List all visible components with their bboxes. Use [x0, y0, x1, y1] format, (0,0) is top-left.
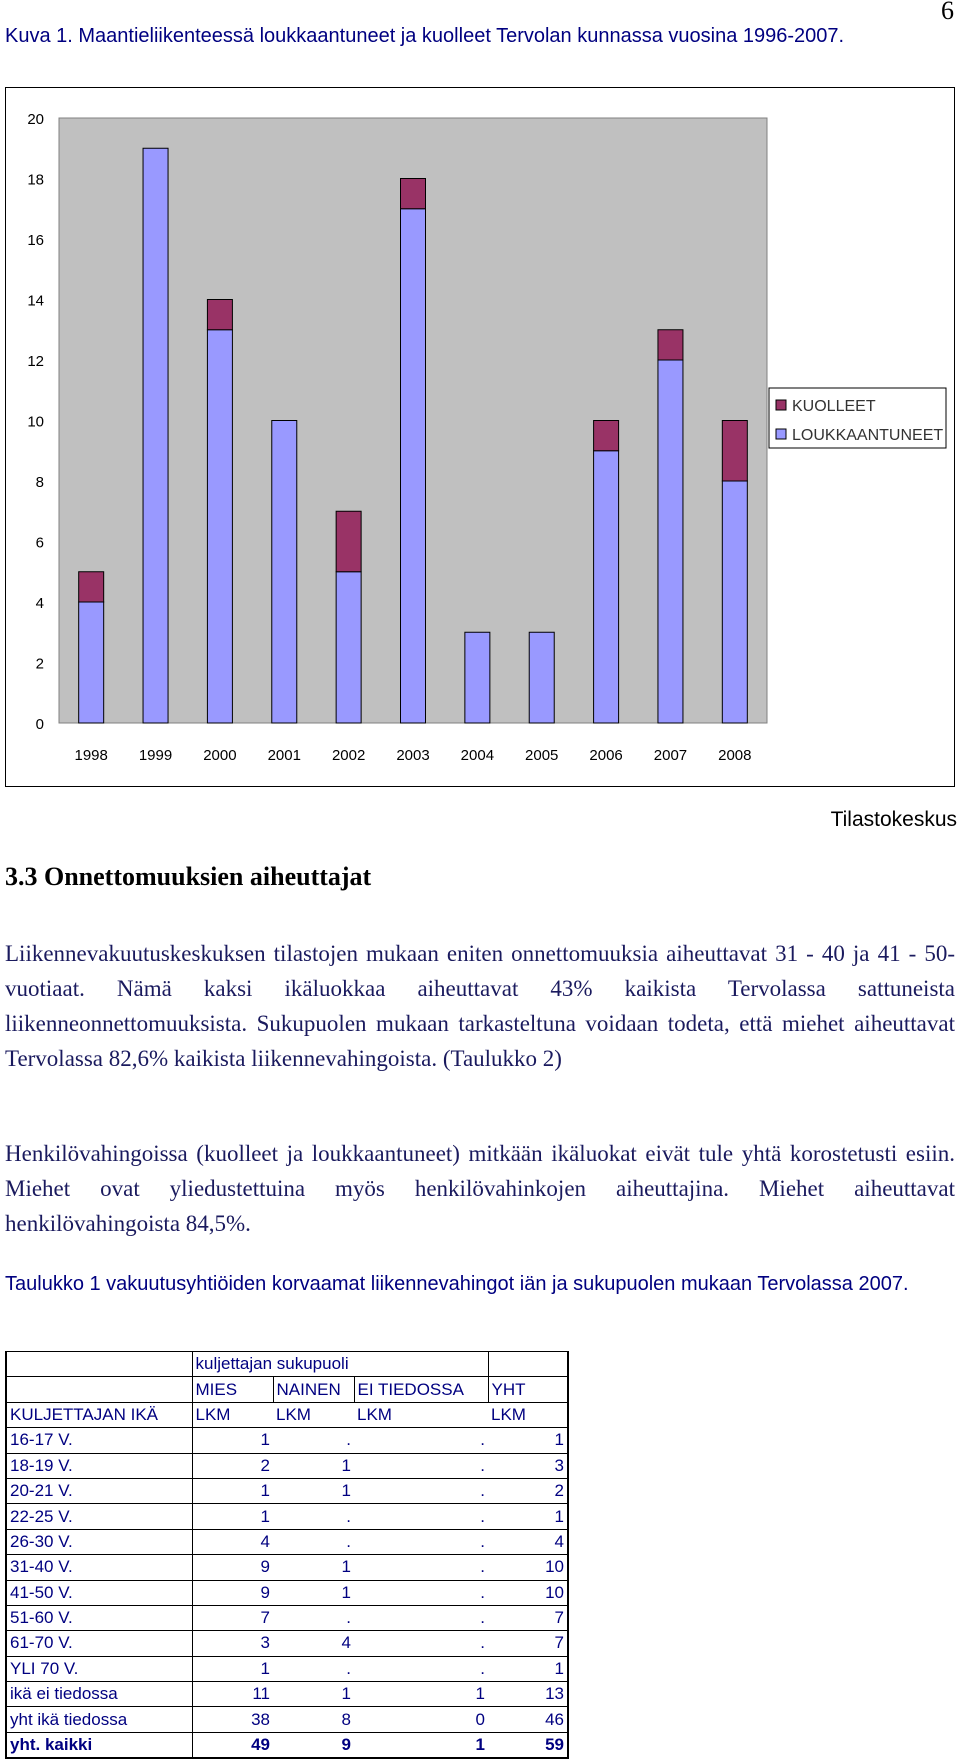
table-cell: . — [354, 1428, 488, 1453]
table-cell: 1 — [488, 1504, 568, 1529]
chart-source: Tilastokeskus — [830, 808, 957, 831]
table-cell: . — [354, 1504, 488, 1529]
bar-injured — [336, 572, 361, 723]
row-label: 22-25 V. — [6, 1504, 192, 1529]
table-row — [6, 1555, 568, 1580]
y-tick-label: 2 — [35, 655, 44, 673]
total-label: yht. kaikki — [6, 1732, 192, 1758]
bar-killed — [401, 179, 426, 209]
table-cell: 9 — [192, 1580, 273, 1605]
table-cell: 10 — [488, 1580, 568, 1605]
table-row — [6, 1682, 568, 1707]
bar-killed — [594, 421, 619, 451]
y-tick-label: 10 — [27, 413, 44, 431]
table-cell: 1 — [488, 1428, 568, 1453]
y-tick-label: 16 — [27, 232, 44, 249]
col-header-yht: YHT — [488, 1377, 568, 1402]
y-tick-label: 14 — [27, 292, 44, 310]
row-label: 31-40 V. — [6, 1555, 192, 1580]
table-cell: 1 — [273, 1453, 354, 1478]
table-cell: 13 — [488, 1682, 568, 1707]
legend-swatch-killed — [776, 400, 786, 410]
table-row — [6, 1580, 568, 1605]
legend-label-injured: LOUKKAANTUNEET — [792, 427, 944, 444]
row-label: 20-21 V. — [6, 1478, 192, 1503]
legend-label-killed: KUOLLEET — [792, 398, 876, 415]
table-cell: . — [354, 1580, 488, 1605]
row-label: 61-70 V. — [6, 1631, 192, 1656]
row-header-label: KULJETTAJAN IKÄ — [6, 1402, 192, 1427]
table-row — [6, 1504, 568, 1529]
row-label: 41-50 V. — [6, 1580, 192, 1605]
table-cell: 3 — [192, 1631, 273, 1656]
table-cell: 4 — [273, 1631, 354, 1656]
table-cell: 1 — [488, 1656, 568, 1681]
table-cell: 1 — [273, 1555, 354, 1580]
row-label: ikä ei tiedossa — [6, 1682, 192, 1707]
total-cell: 9 — [273, 1732, 354, 1758]
table-cell: 9 — [192, 1555, 273, 1580]
bar-injured — [594, 451, 619, 723]
total-cell: 59 — [488, 1732, 568, 1758]
table-header-empty — [488, 1352, 568, 1377]
total-cell: 1 — [354, 1732, 488, 1758]
table-header-empty — [6, 1377, 192, 1402]
x-tick-label: 2001 — [267, 747, 301, 764]
unit-header: LKM — [354, 1402, 488, 1427]
table-group-header: kuljettajan sukupuoli — [192, 1352, 488, 1377]
bar-injured — [401, 209, 426, 723]
paragraph-1: Liikennevakuutuskeskuksen tilastojen mukaan eniten onnettomuuksia aiheuttavat 31 - 40 ja 41 - 50-vuotiaat. Nämä kaksi ikäluokkaa aiheuttavat 43% kaikista Tervolassa sattuneista liikenneonnettomuuksista. Sukupuolen mukaan tarkasteltuna voidaan todeta, että miehet aiheuttavat Tervolassa 82,6% kaikista liikennevahingoista. (Taulukko 2) — [5, 941, 955, 1071]
table-cell: . — [354, 1529, 488, 1554]
data-table — [5, 1351, 569, 1759]
table-cell: . — [354, 1656, 488, 1681]
table-cell: . — [273, 1428, 354, 1453]
table-cell: 1 — [192, 1478, 273, 1503]
total-cell: 49 — [192, 1732, 273, 1758]
y-tick-label: 12 — [27, 353, 44, 370]
row-label: 51-60 V. — [6, 1605, 192, 1630]
table-cell: 11 — [192, 1682, 273, 1707]
x-tick-label: 2006 — [589, 747, 623, 764]
table-cell: . — [273, 1504, 354, 1529]
table-row — [6, 1605, 568, 1630]
x-tick-label: 2000 — [203, 747, 237, 764]
legend-swatch-injured — [776, 429, 786, 439]
unit-header: LKM — [273, 1402, 354, 1427]
x-tick-label: 2005 — [525, 747, 559, 764]
row-label: 16-17 V. — [6, 1428, 192, 1453]
table-row — [6, 1478, 568, 1503]
table-caption: Taulukko 1 vakuutusyhtiöiden korvaamat liikennevahingot iän ja sukupuolen mukaan Tervolassa 2007. — [5, 1273, 909, 1295]
table-row — [6, 1707, 568, 1732]
table-cell: 1 — [273, 1478, 354, 1503]
figure-caption: Kuva 1. Maantieliikenteessä loukkaantuneet ja kuolleet Tervolan kunnassa vuosina 1996-2007. — [5, 25, 845, 47]
table-cell: . — [354, 1605, 488, 1630]
table-header-empty — [6, 1352, 192, 1377]
col-header-mies: MIES — [192, 1377, 273, 1402]
table-cell: . — [273, 1529, 354, 1554]
bar-killed — [722, 421, 747, 482]
table-row — [6, 1656, 568, 1681]
x-tick-label: 2003 — [396, 747, 430, 764]
table-cell: . — [354, 1555, 488, 1580]
x-tick-label: 1999 — [138, 747, 173, 764]
table-cell: 7 — [488, 1631, 568, 1656]
page-number: 6 — [941, 0, 954, 25]
y-tick-label: 4 — [35, 595, 44, 612]
y-tick-label: 18 — [27, 171, 44, 189]
table-cell: . — [354, 1631, 488, 1656]
y-tick-label: 8 — [35, 474, 44, 491]
table-cell: . — [354, 1478, 488, 1503]
table-cell: 3 — [488, 1453, 568, 1478]
bar-injured — [529, 632, 554, 723]
x-tick-label: 1998 — [74, 747, 108, 764]
table-cell: . — [273, 1605, 354, 1630]
table-row — [6, 1428, 568, 1453]
table-cell: 8 — [273, 1707, 354, 1732]
col-header-nainen: NAINEN — [273, 1377, 354, 1402]
x-tick-label: 2007 — [653, 747, 688, 764]
bar-injured — [272, 421, 297, 724]
table-row — [6, 1631, 568, 1656]
table-cell: 2 — [488, 1478, 568, 1503]
y-tick-label: 6 — [35, 534, 44, 552]
bar-injured — [722, 481, 747, 723]
y-tick-label: 20 — [27, 111, 44, 128]
total-row — [6, 1732, 568, 1758]
stacked-bar-chart — [6, 88, 954, 786]
table-cell: 7 — [192, 1605, 273, 1630]
table-row — [6, 1453, 568, 1478]
x-tick-label: 2002 — [331, 747, 366, 764]
bar-injured — [207, 330, 232, 723]
paragraph-2: Henkilövahingoissa (kuolleet ja loukkaantuneet) mitkään ikäluokat eivät tule yhtä korostetusti esiin. Miehet ovat yliedustettuina myös henkilövahinkojen aiheuttajina. Miehet aiheuttavat henkilövahingoista 84,5%. — [5, 1141, 955, 1236]
col-header-ei-tiedossa: EI TIEDOSSA — [354, 1377, 488, 1402]
x-tick-label: 2004 — [460, 747, 495, 764]
row-label: YLI 70 V. — [6, 1656, 192, 1681]
row-label: 18-19 V. — [6, 1453, 192, 1478]
table-cell: 4 — [192, 1529, 273, 1554]
table-cell: 10 — [488, 1555, 568, 1580]
table-cell: 1 — [192, 1656, 273, 1681]
table-cell: 2 — [192, 1453, 273, 1478]
unit-header: LKM — [488, 1402, 568, 1427]
unit-header: LKM — [192, 1402, 273, 1427]
table-cell: 1 — [273, 1580, 354, 1605]
table-cell: 1 — [192, 1428, 273, 1453]
chart-frame — [5, 87, 955, 787]
row-label: yht ikä tiedossa — [6, 1707, 192, 1732]
table-cell: 46 — [488, 1707, 568, 1732]
y-tick-label: 0 — [35, 716, 44, 733]
bar-killed — [79, 572, 104, 602]
table-cell: . — [354, 1453, 488, 1478]
table-cell: 1 — [354, 1682, 488, 1707]
table-cell: . — [273, 1656, 354, 1681]
x-tick-label: 2008 — [718, 747, 752, 764]
row-label: 26-30 V. — [6, 1529, 192, 1554]
bar-injured — [658, 360, 683, 723]
section-heading: 3.3 Onnettomuuksien aiheuttajat — [5, 862, 372, 891]
table-row — [6, 1529, 568, 1554]
bar-killed — [336, 511, 361, 572]
bar-killed — [658, 330, 683, 360]
table-cell: 7 — [488, 1605, 568, 1630]
table-cell: 1 — [192, 1504, 273, 1529]
table-cell: 38 — [192, 1707, 273, 1732]
bar-injured — [79, 602, 104, 723]
bar-injured — [465, 632, 490, 723]
bar-killed — [207, 300, 232, 330]
table-cell: 0 — [354, 1707, 488, 1732]
table-cell: 4 — [488, 1529, 568, 1554]
table-cell: 1 — [273, 1682, 354, 1707]
bar-injured — [143, 148, 168, 723]
